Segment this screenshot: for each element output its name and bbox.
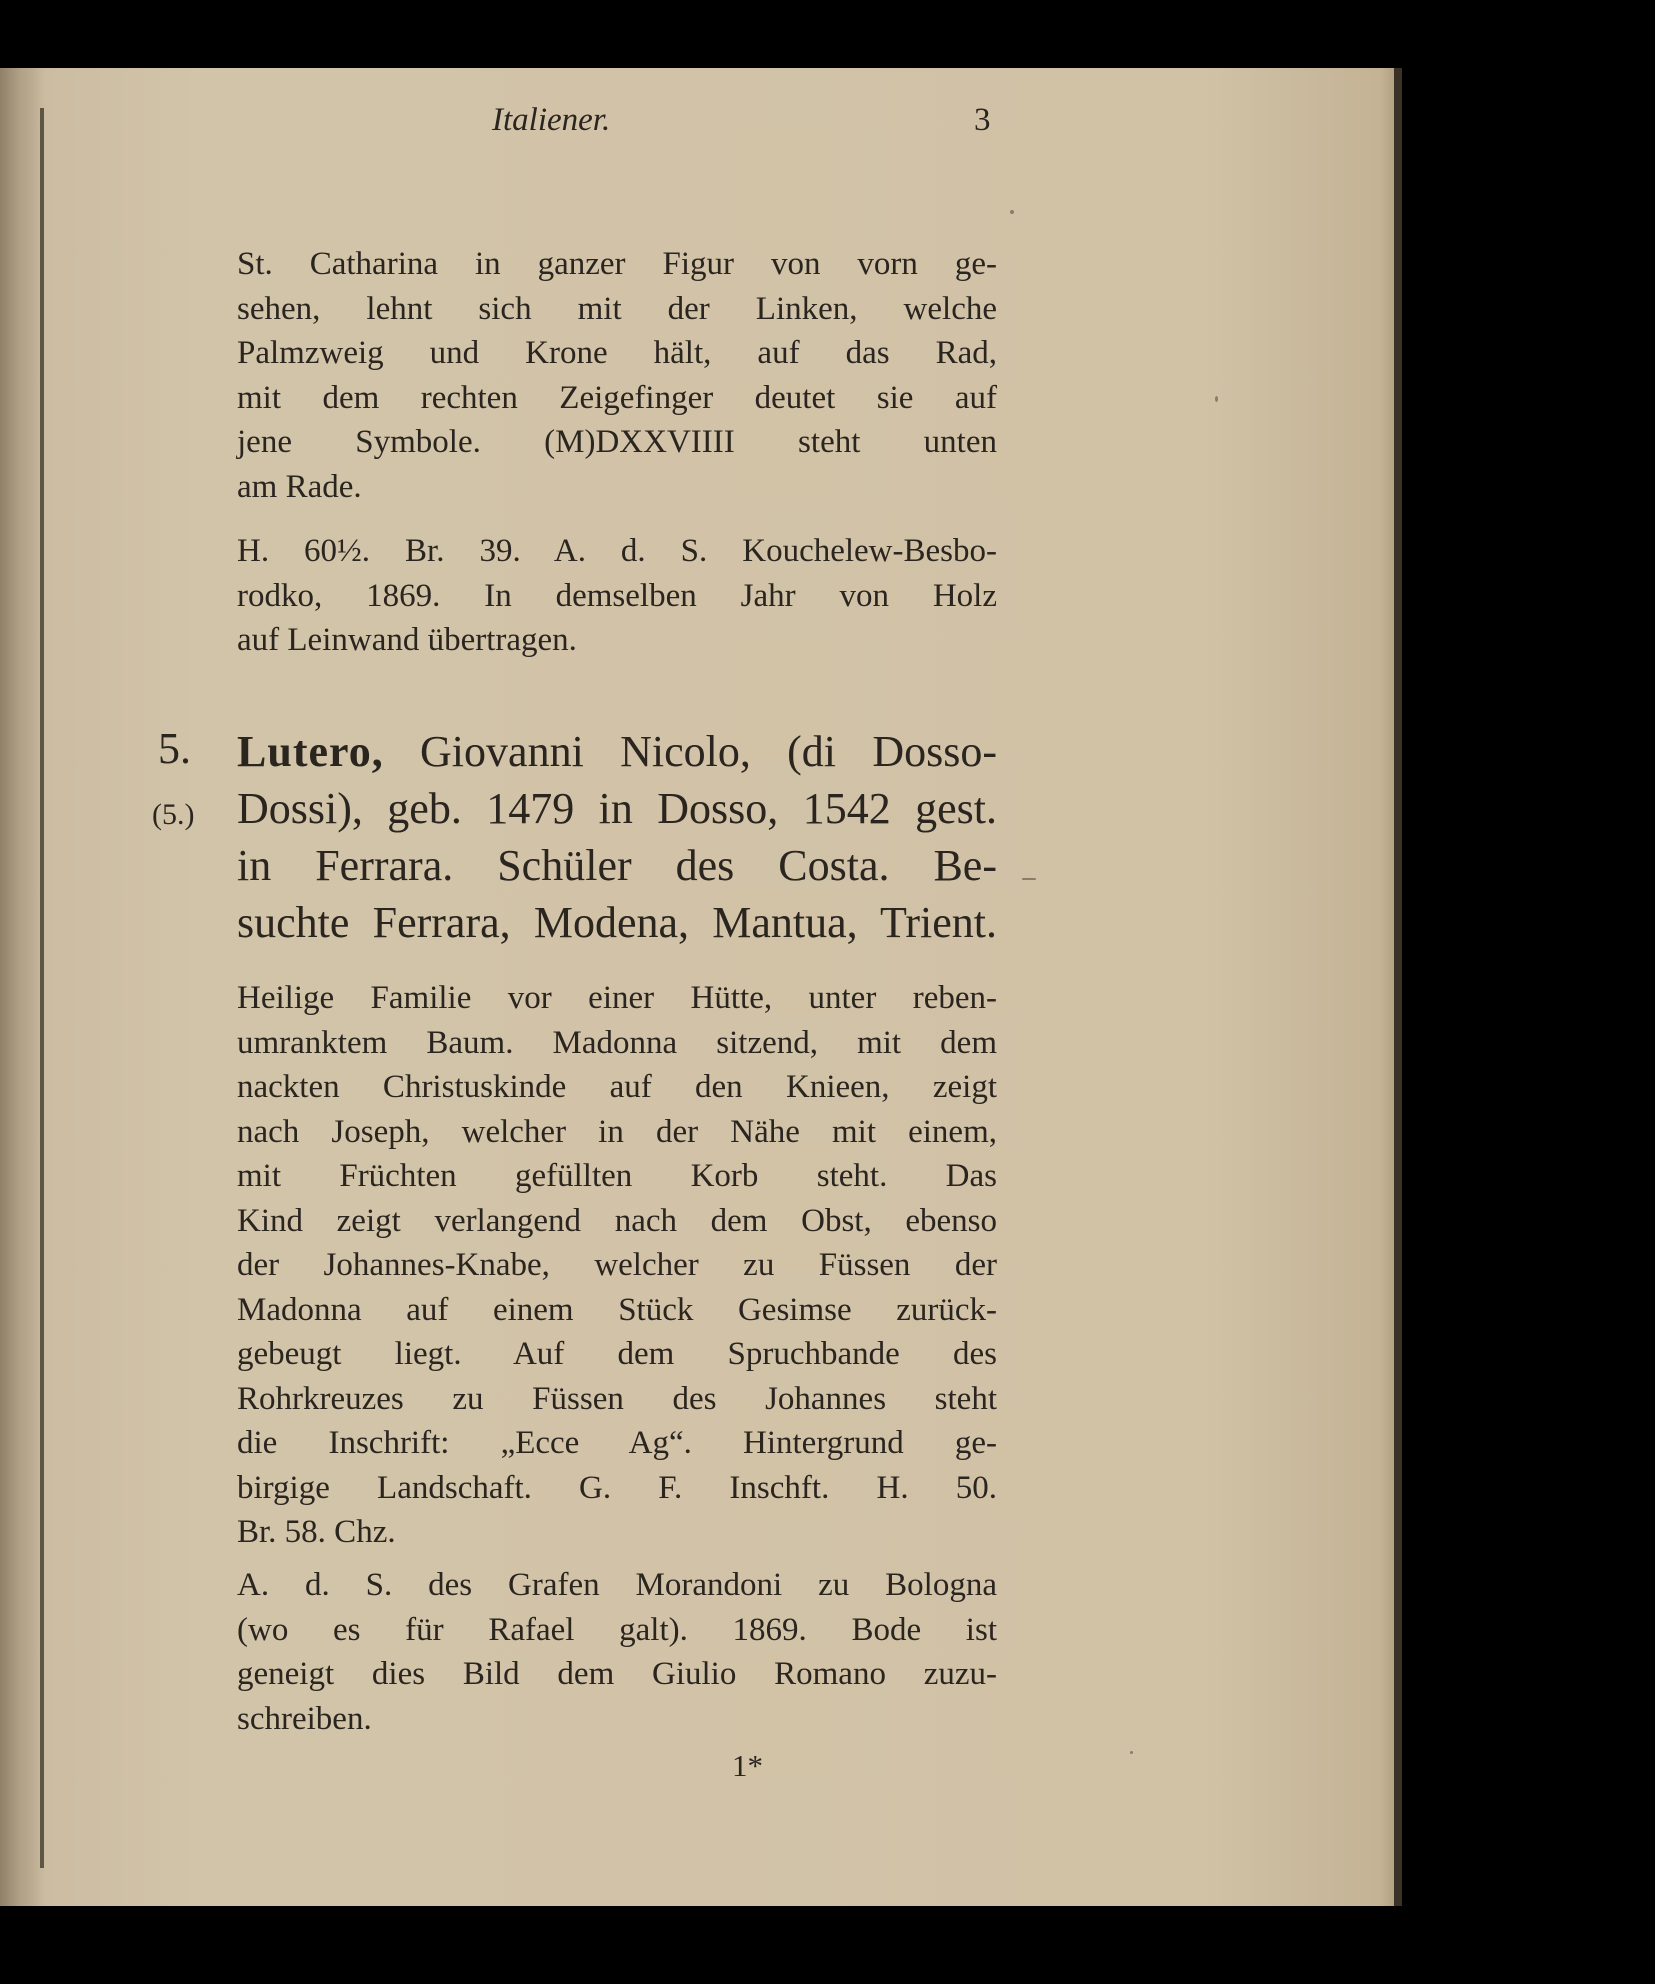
page-right-edge [1394,68,1402,1906]
text-line: gebeugt liegt. Auf dem Spruchbande des [237,1336,997,1372]
text-line: nach Joseph, welcher in der Nähe mit einem, [237,1113,997,1150]
entry-reference: (5.) [152,798,195,831]
binding-edge [40,108,44,1868]
text-line: nackten Christuskinde auf den Knieen, zeigt [237,1069,997,1105]
text-line: der Johannes-Knabe, welcher zu Füssen der [237,1247,997,1283]
heading-line-rest: Giovanni Nicolo, (di Dosso- [383,727,997,776]
text-line: Madonna auf einem Stück Gesimse zurück- [237,1291,997,1328]
artist-name: Lutero, [237,727,384,776]
text-line: Heilige Familie vor einer Hütte, unter reben- [237,980,997,1016]
paper-speck [1130,1751,1133,1754]
heading-line [237,723,997,780]
text-line: A. d. S. des Grafen Morandoni zu Bologna [237,1567,997,1603]
description-paragraph-2 [237,976,997,1555]
text-line: geneigt dies Bild dem Giulio Romano zuzu- [237,1656,997,1692]
text-line: mit dem rechten Zeigefinger deutet sie auf [237,379,997,416]
text-line: St. Catharina in ganzer Figur von vorn ge- [237,246,997,282]
text-line: rodko, 1869. In demselben Jahr von Holz [237,577,997,614]
entry-number: 5. [158,724,191,773]
text-line: umranktem Baum. Madonna sitzend, mit dem [237,1024,997,1061]
text-line: auf Leinwand übertragen. [237,622,577,658]
paper-speck [1022,878,1036,880]
text-line: sehen, lehnt sich mit der Linken, welche [237,290,997,327]
provenance-paragraph-1 [237,529,997,663]
text-line: H. 60½. Br. 39. A. d. S. Kouchelew-Besbo- [237,533,997,569]
text-line: am Rade. [237,468,362,505]
page-number: 3 [974,102,991,138]
text-line: Kind zeigt verlangend nach dem Obst, ebenso [237,1202,997,1239]
text-line: mit Früchten gefüllten Korb steht. Das [237,1158,997,1194]
heading-line: Dossi), geb. 1479 in Dosso, 1542 gest. [237,784,997,833]
text-line: birgige Landschaft. G. F. Inschft. H. 50. [237,1469,997,1506]
text-line: schreiben. [237,1700,372,1737]
text-line: Palmzweig und Krone hält, auf das Rad, [237,335,997,371]
heading-line: in Ferrara. Schüler des Costa. Be- [237,841,997,890]
artist-entry-heading [237,723,997,951]
text-line: die Inschrift: „Ecce Ag“. Hintergrund ge- [237,1425,997,1461]
text-line: Br. 58. Chz. [237,1514,396,1550]
running-header-title: Italiener. [492,102,611,138]
signature-mark: 1* [732,1748,763,1783]
heading-line: suchte Ferrara, Modena, Mantua, Trient. [237,898,997,947]
paper-speck [1215,396,1218,402]
paper-speck [1010,210,1014,214]
text-line: (wo es für Rafael galt). 1869. Bode ist [237,1611,997,1648]
provenance-paragraph-2 [237,1563,997,1741]
description-paragraph-1 [237,242,997,509]
text-line: Rohrkreuzes zu Füssen des Johannes steht [237,1380,997,1417]
text-line: jene Symbole. (M)DXXVIIII steht unten [237,424,997,460]
